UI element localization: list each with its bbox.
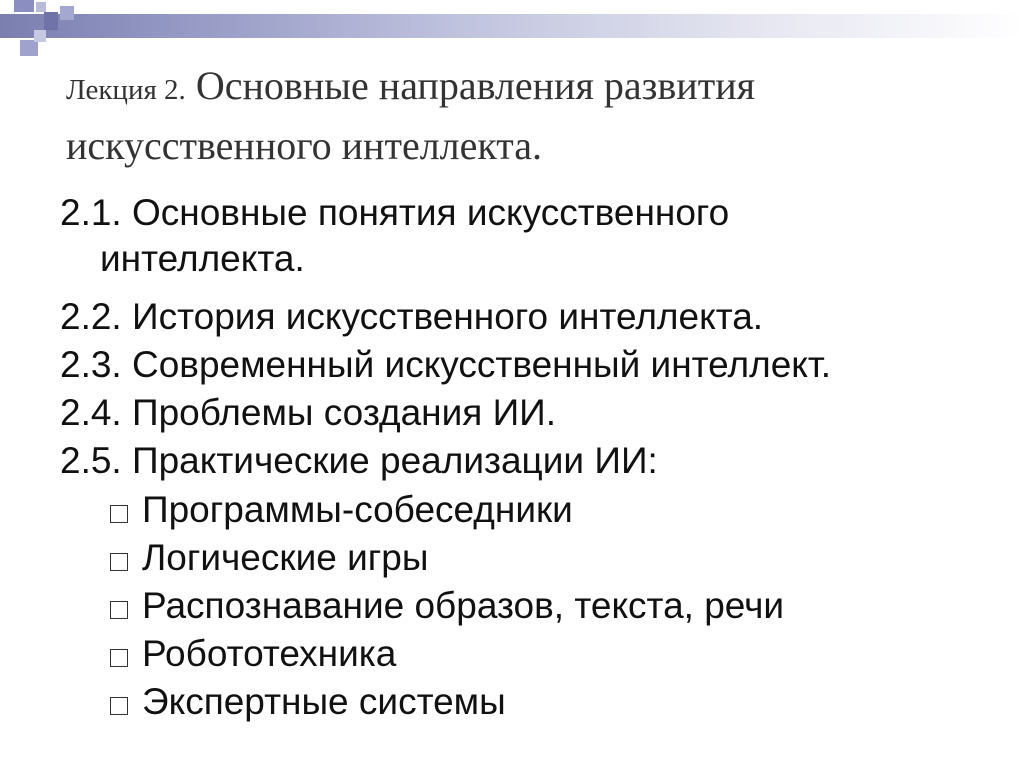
- sub-item-text: Робототехника: [142, 633, 397, 674]
- topic-text: 2.5. Практические реализации ИИ:: [60, 440, 658, 481]
- list-item: [60, 190, 980, 282]
- sub-list-item: [60, 486, 980, 534]
- header-gradient-bar: [0, 14, 1024, 38]
- sub-list-item: [60, 534, 980, 582]
- list-item: [60, 438, 980, 484]
- title-prefix: Лекция 2.: [66, 74, 186, 106]
- sub-item-text: Распознавание образов, текста, речи: [142, 585, 785, 626]
- list-item: [60, 390, 980, 436]
- square-bullet-icon: [110, 505, 128, 523]
- sub-item-text: Программы-собеседники: [142, 489, 573, 530]
- square-bullet-icon: [110, 649, 128, 667]
- topic-text: 2.2. История искусственного интеллекта.: [60, 296, 764, 337]
- topic-text-continued: интеллекта.: [100, 238, 305, 279]
- slide-title: [66, 58, 966, 174]
- sub-list-item: [60, 678, 980, 726]
- sub-item-text: Логические игры: [142, 537, 429, 578]
- square-bullet-icon: [110, 697, 128, 715]
- list-item: [60, 342, 980, 388]
- topic-list: [60, 190, 980, 726]
- square-bullet-icon: [110, 601, 128, 619]
- topic-text: 2.3. Современный искусственный интеллект.: [60, 344, 832, 385]
- sub-list-item: [60, 582, 980, 630]
- list-item: [60, 294, 980, 340]
- topic-text: 2.4. Проблемы создания ИИ.: [60, 392, 557, 433]
- title-text: Основные направления развития искусственного интеллекта.: [66, 63, 755, 168]
- square-bullet-icon: [110, 553, 128, 571]
- topic-text: 2.1. Основные понятия искусственного: [60, 192, 730, 233]
- sub-list-item: [60, 630, 980, 678]
- sub-item-text: Экспертные системы: [142, 681, 506, 722]
